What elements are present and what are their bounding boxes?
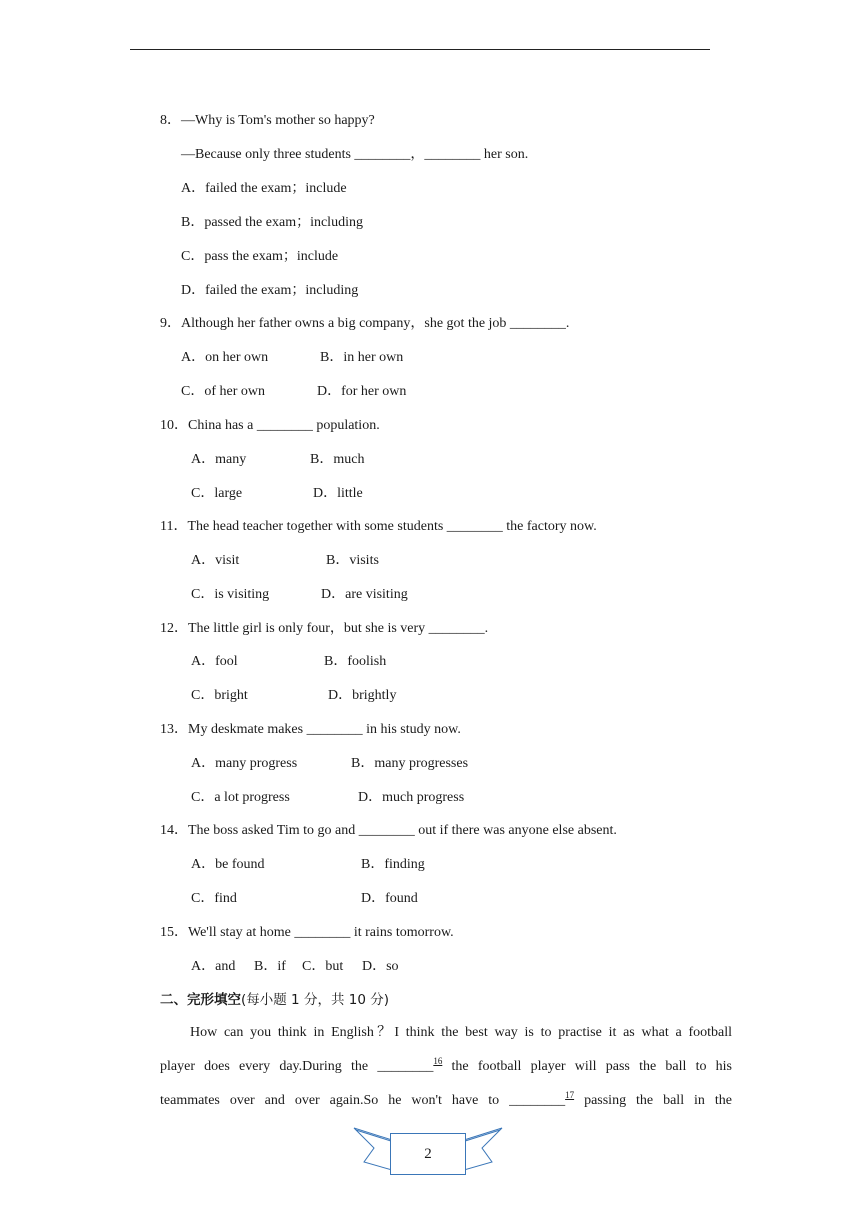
passage-line-1: How can you think in English？I think the best way is to practise it as what a football [190,1025,732,1040]
blank-16-number: 16 [433,1056,443,1066]
question-13-option-b: B．many progresses [351,756,469,771]
question-13-stem: 13．My deskmate makes ________ in his study now. [160,722,461,737]
header-rule [130,49,710,50]
section-2-note: (每小题 1 分，共 10 分) [241,992,389,1008]
question-12-stem: 12．The little girl is only four，but she is very ________. [160,621,489,636]
question-13-option-d: D．much progress [358,790,465,805]
blank-17-number: 17 [565,1090,575,1100]
question-14-option-b: B．finding [361,857,425,872]
question-10-stem: 10．China has a ________ population. [160,418,380,433]
question-12-option-d: D．brightly [328,688,397,703]
section-2-title: 二、完形填空 [160,992,241,1008]
question-15-option-a: A．and [191,959,236,974]
question-13-option-c: C．a lot progress [191,790,290,805]
question-9-option-d: D．for her own [317,384,407,399]
question-8-option-d: D．failed the exam；including [181,283,359,298]
passage-line-3-text: teammates over and over again.So he won't have to ________ [160,1093,566,1108]
question-11-option-a: A．visit [191,553,240,568]
question-15-option-d: D．so [362,959,399,974]
question-10-option-c: C．large [191,486,243,501]
question-12-option-c: C．bright [191,688,248,703]
question-11-option-d: D．are visiting [321,587,408,602]
question-8-stem-reply: —Because only three students ________，________ her son. [181,147,529,162]
question-9-option-b: B．in her own [320,350,404,365]
question-15-option-c: C．but [302,959,344,974]
passage-line-3-continued: passing the ball in the [574,1093,732,1108]
question-14-option-a: A．be found [191,857,265,872]
question-14-stem: 14．The boss asked Tim to go and ________ out if there was anyone else absent. [160,823,617,838]
question-10-option-b: B．much [310,452,365,467]
question-8-option-a: A．failed the exam；include [181,181,347,196]
question-10-option-d: D．little [313,486,363,501]
passage-line-2 [160,1050,732,1084]
question-8-option-b: B．passed the exam；including [181,215,363,230]
section-2-heading [160,991,389,1009]
question-14-option-c: C．find [191,891,237,906]
question-13-option-a: A．many progress [191,756,298,771]
question-10-option-a: A．many [191,452,247,467]
passage-line-2-text: player does every day.During the ________ [160,1059,434,1074]
question-9-stem: 9．Although her father owns a big company，she got the job ________. [160,316,570,331]
question-12-option-b: B．foolish [324,654,387,669]
question-9-option-c: C．of her own [181,384,265,399]
question-15-stem: 15．We'll stay at home ________ it rains tomorrow. [160,925,454,940]
question-15-option-b: B．if [254,959,286,974]
question-11-option-b: B．visits [326,553,379,568]
passage-line-3 [160,1084,732,1118]
question-11-option-c: C．is visiting [191,587,270,602]
passage-line-2-continued: the football player will pass the ball to his [442,1059,732,1074]
page-number: 2 [390,1133,466,1175]
question-8-option-c: C．pass the exam；include [181,249,339,264]
question-9-option-a: A．on her own [181,350,269,365]
question-8-stem: 8．—Why is Tom's mother so happy? [160,113,375,128]
question-14-option-d: D．found [361,891,418,906]
question-12-option-a: A．fool [191,654,238,669]
question-11-stem: 11．The head teacher together with some students ________ the factory now. [160,519,597,534]
